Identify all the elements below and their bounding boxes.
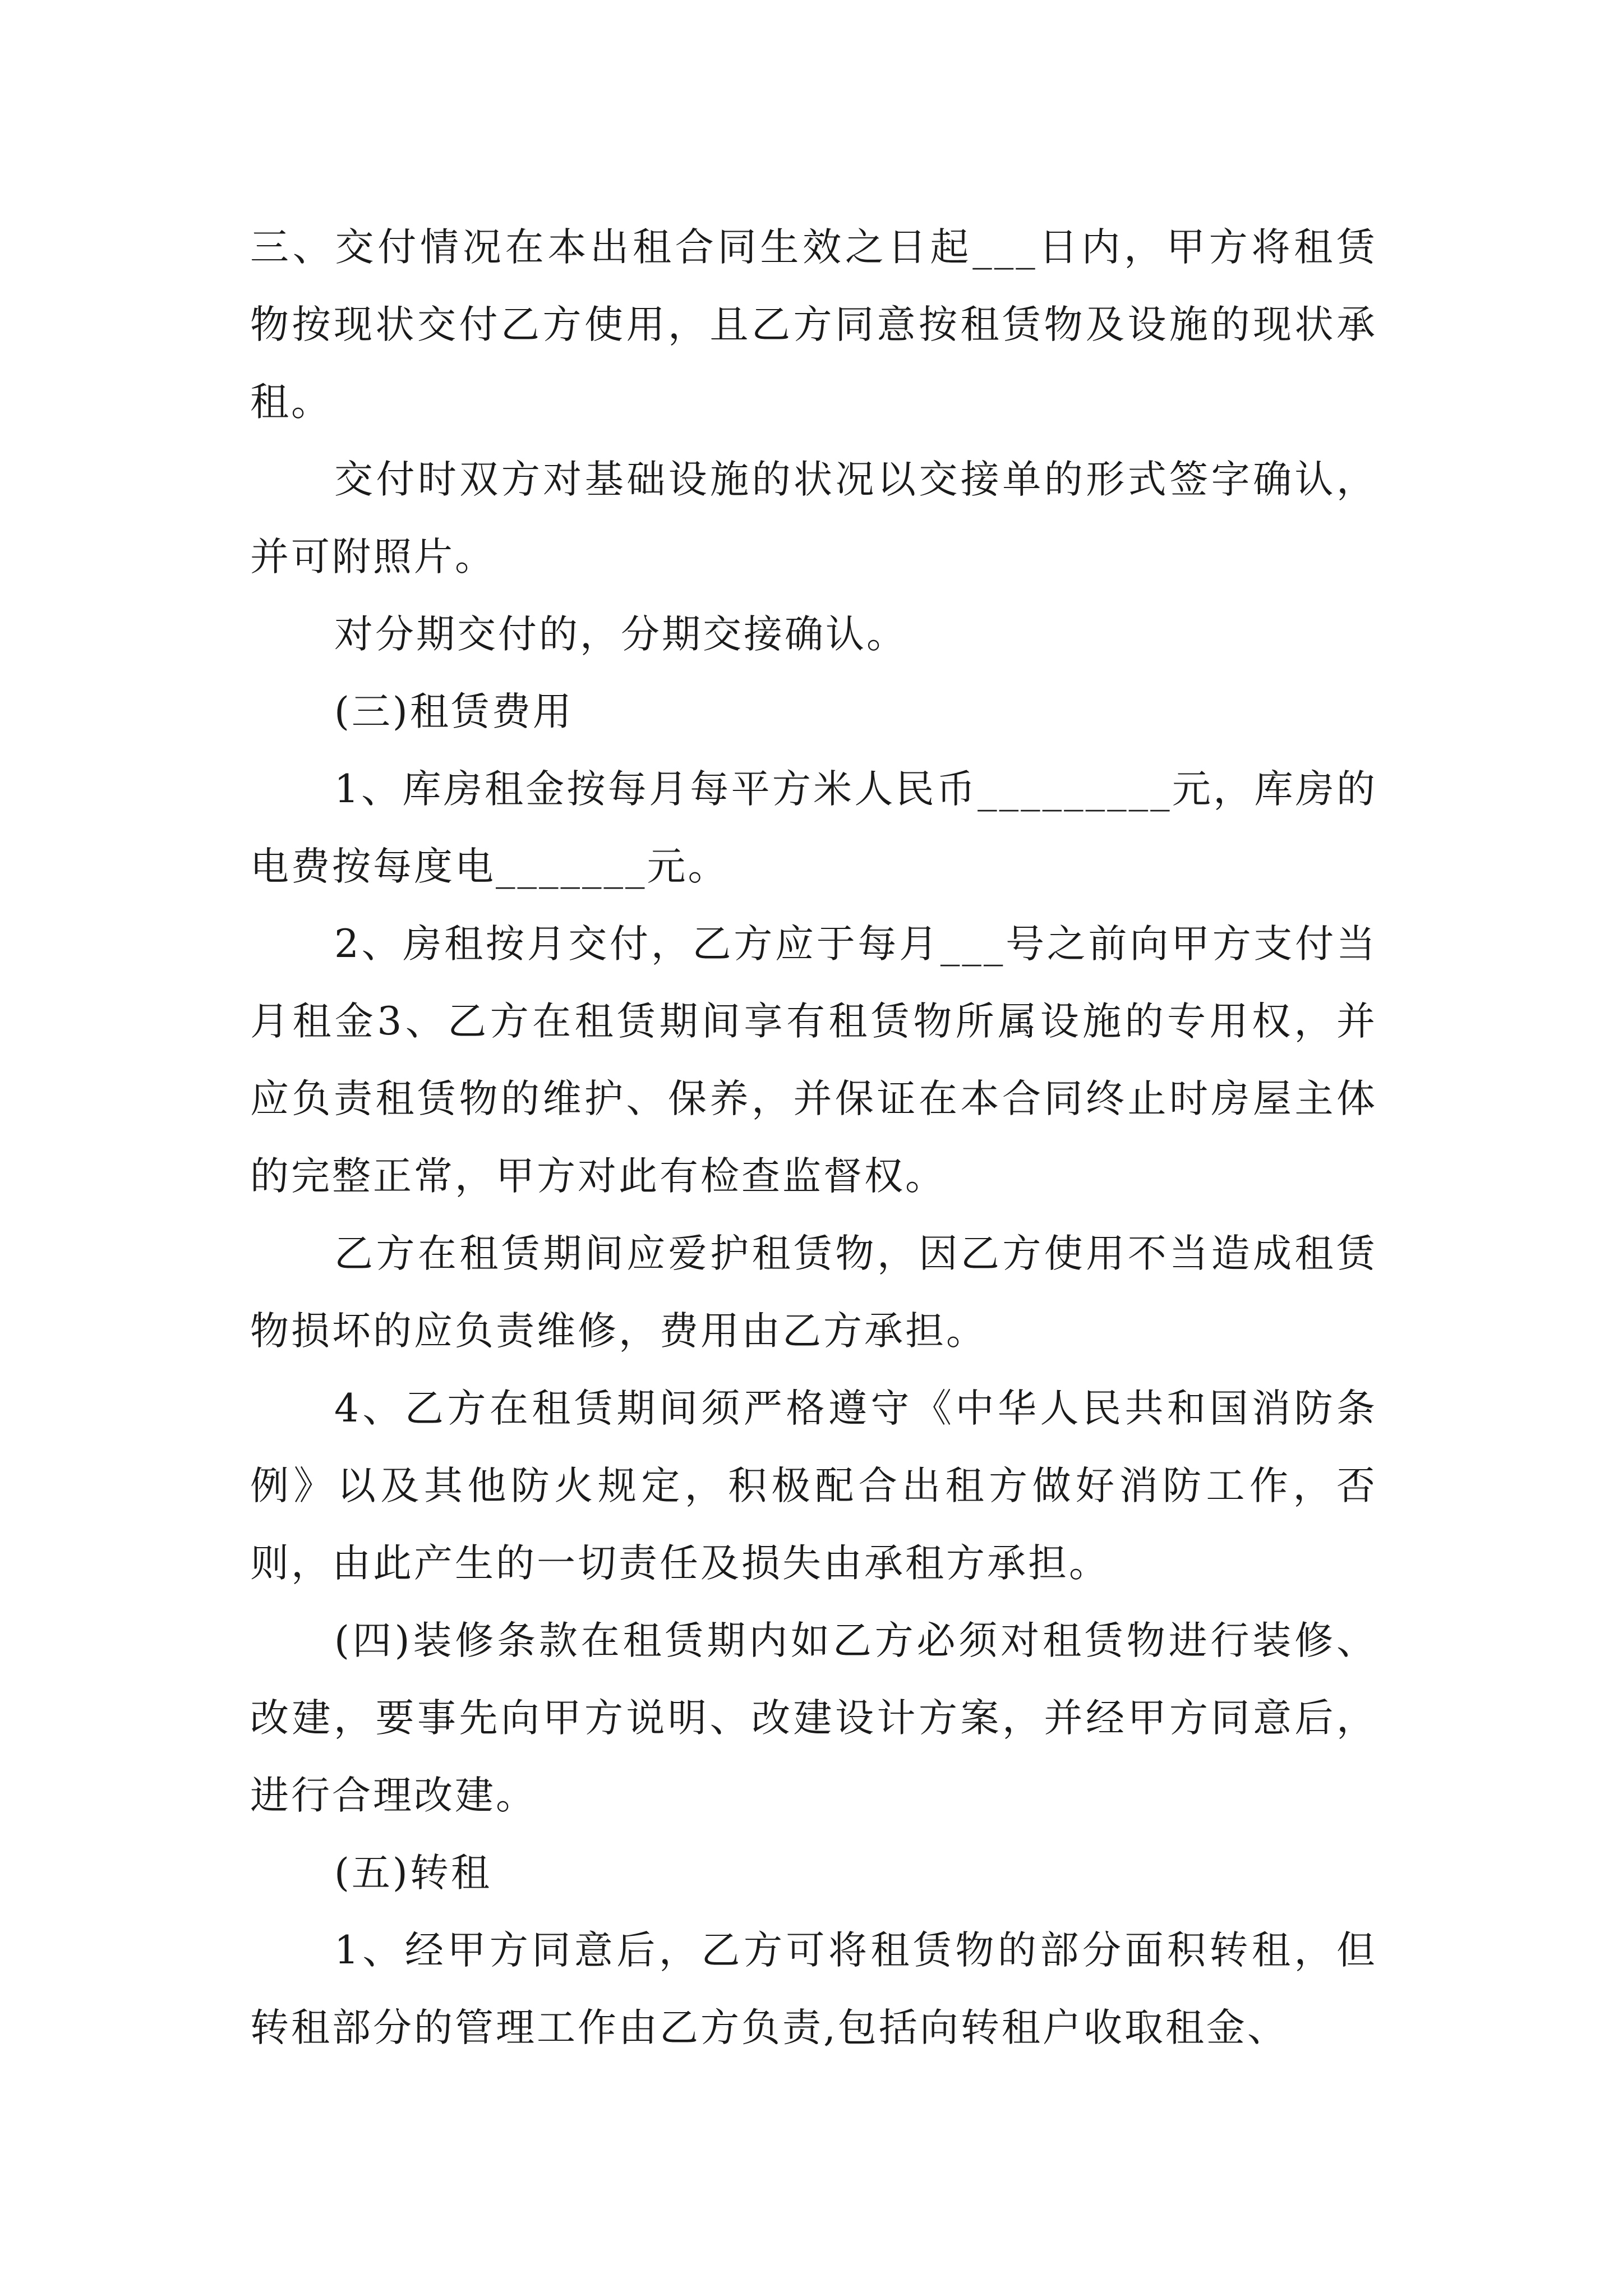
section-heading-renovation: (四)装修条款在租赁期内如乙方必须对租赁物进行装修、改建，要事先向甲方说明、改建设计方案，并经甲方同意后，进行合理改建。 [250,1618,1377,1818]
section-heading-sublease: (五)转租 [334,1851,492,1895]
paragraph-monthly-payment: 2、房租按月交付，乙方应于每月___号之前向甲方支付当月租金3、乙方在租赁期间享有租赁物所属设施的专用权，并应负责租赁物的维护、保养，并保证在本合同终止时房屋主体的完整正常，甲方对此有检查监督权。 [250,922,1377,1199]
section-heading-rental-fees: (三)租赁费用 [334,689,574,734]
paragraph-maintenance-duty: 乙方在租赁期间应爱护租赁物，因乙方使用不当造成租赁物损坏的应负责维修，费用由乙方承担。 [250,1231,1377,1354]
paragraph-handover-confirmation: 交付时双方对基础设施的状况以交接单的形式签字确认，并可附照片。 [250,457,1377,579]
paragraph-sublease-terms: 1、经甲方同意后，乙方可将租赁物的部分面积转租，但转租部分的管理工作由乙方负责,包括向转租户收取租金、 [250,1928,1377,2050]
paragraph-rent-rate: 1、库房租金按每月每平方米人民币_________元，库房的电费按每度电_______元。 [250,767,1377,889]
paragraph-installment-delivery: 对分期交付的，分期交接确认。 [334,612,907,657]
document-page [250,209,1377,2067]
paragraph-fire-regulations: 4、乙方在租赁期间须严格遵守《中华人民共和国消防条例》以及其他防火规定，积极配合出租方做好消防工作，否则，由此产生的一切责任及损失由承租方承担。 [250,1386,1377,1586]
paragraph-delivery-terms: 三、交付情况在本出租合同生效之日起___日内，甲方将租赁物按现状交付乙方使用，且乙方同意按租赁物及设施的现状承租。 [250,225,1377,425]
